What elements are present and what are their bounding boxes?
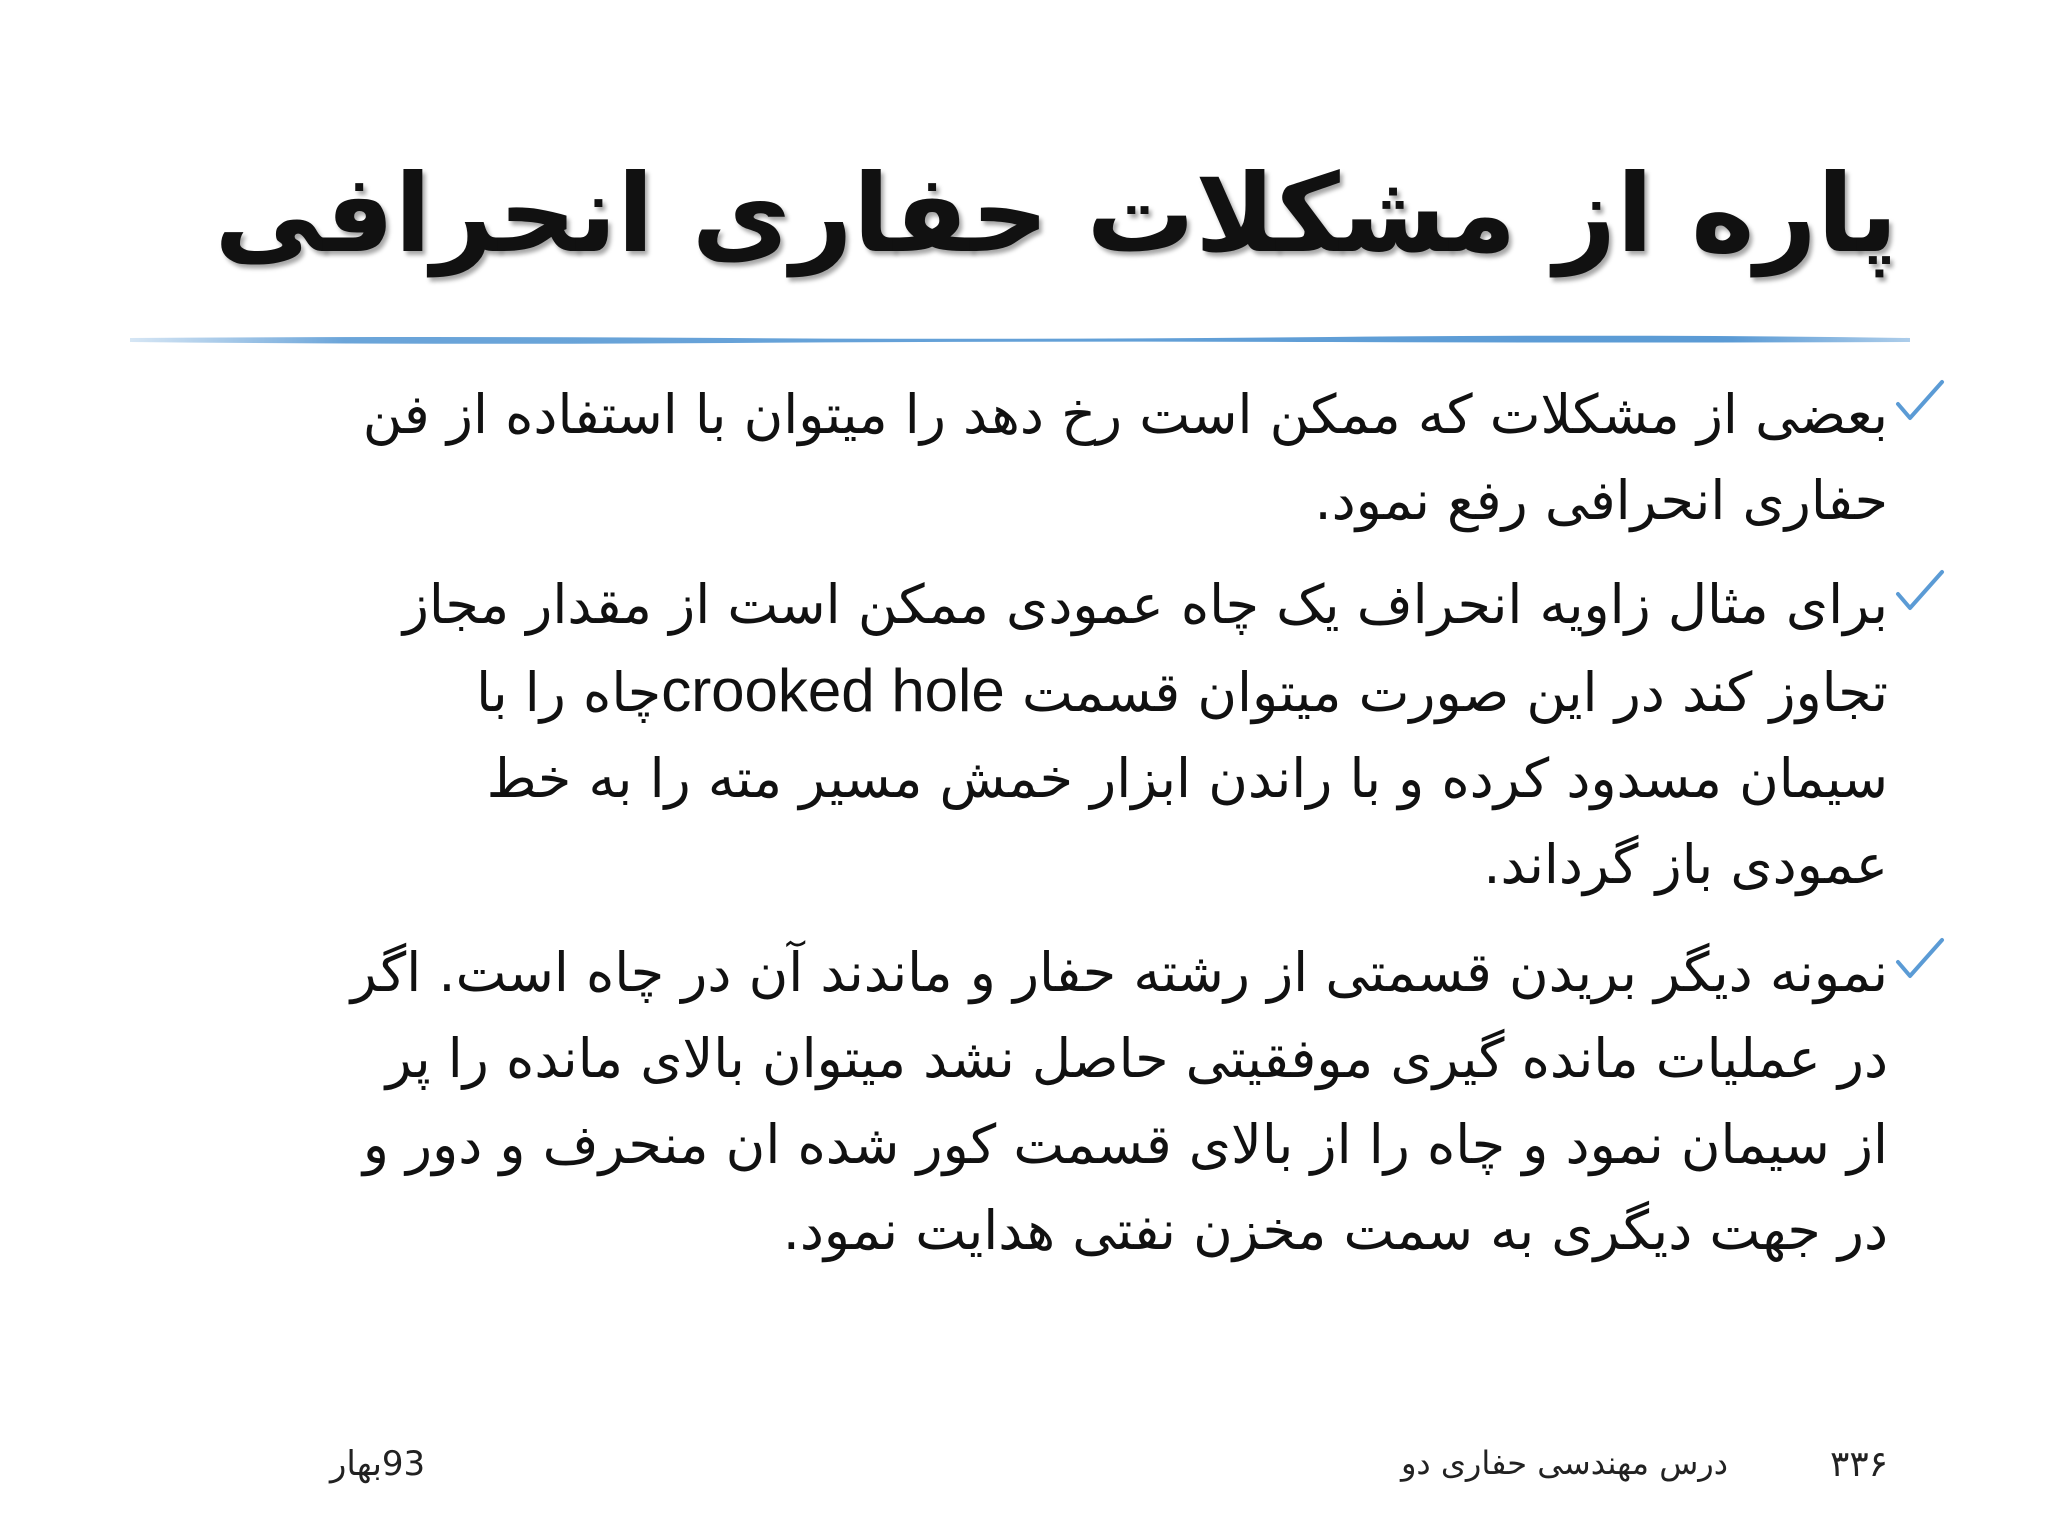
bullet-line: نمونه دیگر بریدن قسمتی از رشته حفار و ماندند آن در چاه است. اگر	[350, 941, 1888, 1004]
page-number: ۳۳۶	[1829, 1444, 1888, 1485]
bullet-line: در جهت دیگری به سمت مخزن نفتی هدایت نمود.	[782, 1199, 1888, 1262]
slide-title: پاره از مشکلات حفاری انحرافی	[214, 152, 1898, 277]
bullet-list	[148, 372, 1888, 1274]
bullet-text: چاه را با	[476, 661, 662, 724]
bullet-item	[148, 372, 1888, 544]
bullet-line: سیمان مسدود کرده و با راندن ابزار خمش مسیر مته را به خط	[486, 747, 1888, 810]
bullet-line: عمودی باز گرداند.	[1483, 833, 1888, 896]
bullet-line: برای مثال زاویه انحراف یک چاه عمودی ممکن است از مقدار مجاز	[402, 573, 1888, 636]
bullet-line	[148, 648, 1888, 736]
check-icon	[1894, 376, 1946, 428]
bullet-text: تجاوز کند در این صورت میتوان قسمت	[1021, 661, 1888, 724]
term-label: 93بهار	[330, 1444, 426, 1484]
bullet-line: از سیمان نمود و چاه را از بالای قسمت کور شده ان منحرف و دور و	[362, 1113, 1888, 1176]
bullet-item	[148, 562, 1888, 908]
crooked-hole-term: crooked hole	[661, 657, 1005, 724]
bullet-line: حفاری انحرافی رفع نمود.	[1314, 469, 1888, 532]
course-name: درس مهندسی حفاری دو	[1400, 1444, 1728, 1482]
bullet-item	[148, 930, 1888, 1274]
title-divider	[130, 332, 1910, 346]
bullet-line: بعضی از مشکلات که ممکن است رخ دهد را میتوان با استفاده از فن	[362, 383, 1888, 446]
check-icon	[1894, 566, 1946, 618]
bullet-line: در عملیات مانده گیری موفقیتی حاصل نشد میتوان بالای مانده را پر	[385, 1027, 1888, 1090]
check-icon	[1894, 934, 1946, 986]
